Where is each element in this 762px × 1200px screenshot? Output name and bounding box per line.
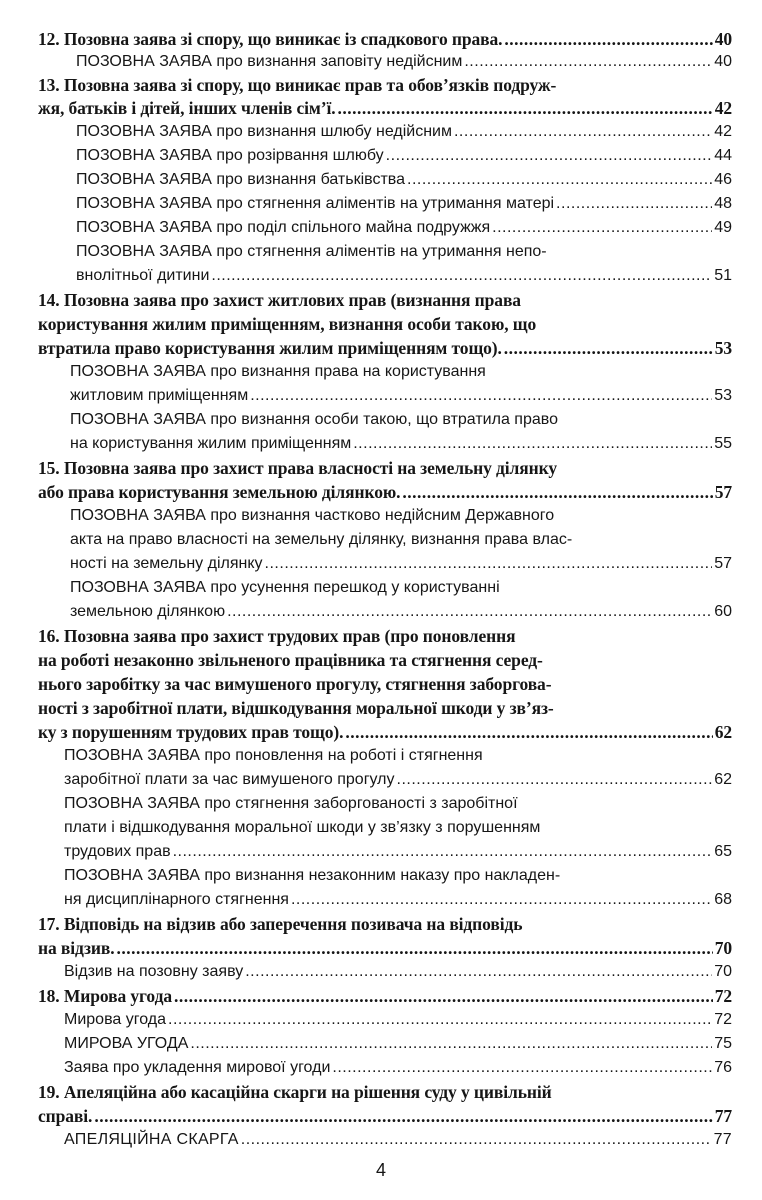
toc-entry-line: ПОЗОВНА ЗАЯВА про стягнення заборгованості з заробітної bbox=[64, 795, 518, 812]
toc-entry bbox=[76, 145, 732, 167]
toc-entry-line: ПОЗОВНА ЗАЯВА про стягнення аліментів на утримання непо- bbox=[76, 243, 547, 260]
toc-entry-title: ПОЗОВНА ЗАЯВА про стягнення аліментів на утримання матері bbox=[76, 195, 555, 212]
toc-section-16-line: 16. Позовна заява про захист трудових прав (про поновлення bbox=[38, 626, 516, 646]
toc-page-number: 77 bbox=[713, 1131, 732, 1148]
toc-page-number: 46 bbox=[714, 171, 732, 188]
toc-page-number: 57 bbox=[714, 482, 732, 502]
toc-entry-title: заробітної плати за час вимушеного прогулу bbox=[64, 771, 395, 788]
toc-page-number: 44 bbox=[714, 147, 732, 164]
toc-page-number: 53 bbox=[714, 338, 732, 358]
toc-entry-line: ПОЗОВНА ЗАЯВА про визнання особи такою, що втратила право bbox=[70, 411, 558, 428]
toc-section-title: справі. bbox=[38, 1106, 93, 1126]
toc-page-number: 51 bbox=[714, 267, 732, 284]
toc-entry-title: Заява про укладення мирової угоди bbox=[64, 1059, 331, 1076]
toc-entry-title: ності на земельну ділянку bbox=[70, 555, 263, 572]
toc-section-title: 18. Мирова угода bbox=[38, 986, 172, 1006]
toc-entry bbox=[64, 1057, 732, 1079]
toc-page-number: 55 bbox=[714, 435, 732, 452]
toc-section-14-line: користування жилим приміщенням, визнання особи такою, що bbox=[38, 314, 537, 334]
toc-entry-title: АПЕЛЯЦІЙНА СКАРГА bbox=[64, 1131, 239, 1148]
toc-section-13-line: 13. Позовна заява зі спору, що виникає прав та обов’язків подруж- bbox=[38, 75, 557, 95]
toc-entry-line: ПОЗОВНА ЗАЯВА про визнання частково недійсним Державного bbox=[70, 507, 555, 524]
toc-entry bbox=[76, 265, 732, 287]
toc-section-title: або права користування земельною ділянкою. bbox=[38, 482, 401, 502]
toc-page-number: 48 bbox=[714, 195, 732, 212]
toc-entry-line: ПОЗОВНА ЗАЯВА про визнання права на користування bbox=[70, 363, 486, 380]
toc-entry-title: земельною ділянкою bbox=[70, 603, 226, 620]
toc-page-number: 57 bbox=[714, 555, 732, 572]
toc-page-number: 40 bbox=[714, 53, 732, 70]
toc-page-number: 42 bbox=[714, 123, 732, 140]
toc-page-number: 75 bbox=[714, 1035, 732, 1052]
toc-page-number: 70 bbox=[714, 938, 732, 958]
toc-page-number: 77 bbox=[714, 1106, 732, 1126]
toc-entry bbox=[64, 769, 732, 791]
toc-page-number: 53 bbox=[714, 387, 732, 404]
toc-section-16-line: ності з заробітної плати, відшкодування моральної шкоди у зв’яз- bbox=[38, 698, 554, 718]
toc-entry-title: внолітньої дитини bbox=[76, 267, 210, 284]
toc-section-16-line: нього заробітку за час вимушеного прогулу, стягнення заборгова- bbox=[38, 674, 552, 694]
toc-section-19-line: 19. Апеляційна або касаційна скарги на рішення суду у цивільній bbox=[38, 1082, 552, 1102]
toc-entry-line: ПОЗОВНА ЗАЯВА про усунення перешкод у користуванні bbox=[70, 579, 500, 596]
toc-entry bbox=[70, 433, 732, 455]
toc-section-16-line: на роботі незаконно звільненого працівника та стягнення серед- bbox=[38, 650, 543, 670]
toc-section-13 bbox=[38, 97, 732, 119]
toc-page-number: 62 bbox=[714, 722, 732, 742]
toc-page-number: 60 bbox=[714, 603, 732, 620]
toc-section-15-line: 15. Позовна заява про захист права власності на земельну ділянку bbox=[38, 458, 558, 478]
toc-entry-title: ня дисциплінарного стягнення bbox=[64, 891, 289, 908]
toc-entry-title: ПОЗОВНА ЗАЯВА про визнання батьківства bbox=[76, 171, 405, 188]
toc-page-number: 62 bbox=[714, 771, 732, 788]
toc-entry bbox=[64, 1033, 732, 1055]
toc-section-12 bbox=[38, 28, 732, 50]
toc-entry bbox=[76, 121, 732, 143]
toc-entry bbox=[76, 217, 732, 239]
toc-section-title: втратила право користування жилим приміщенням тощо). bbox=[38, 338, 502, 358]
toc-entry bbox=[64, 1009, 732, 1031]
toc-section-title: 12. Позовна заява зі спору, що виникає із спадкового права. bbox=[38, 29, 503, 49]
toc-page-number: 42 bbox=[714, 98, 732, 118]
toc-section-title: жя, батьків і дітей, інших членів сім’ї. bbox=[38, 98, 336, 118]
toc-page-number: 72 bbox=[714, 1011, 732, 1028]
toc-entry-title: на користування жилим приміщенням bbox=[70, 435, 352, 452]
toc-page-number: 76 bbox=[714, 1059, 732, 1076]
toc-section-title: ку з порушенням трудових прав тощо). bbox=[38, 722, 344, 742]
toc-entry-title: трудових прав bbox=[64, 843, 171, 860]
toc-page-number: 70 bbox=[714, 963, 732, 980]
toc-section-17-line: 17. Відповідь на відзив або заперечення позивача на відповідь bbox=[38, 914, 523, 934]
toc-entry-title: ПОЗОВНА ЗАЯВА про поділ спільного майна подружжя bbox=[76, 219, 491, 236]
toc-entry bbox=[64, 889, 732, 911]
toc-entry bbox=[64, 961, 732, 983]
toc-section-14 bbox=[38, 337, 732, 359]
toc-entry bbox=[76, 51, 732, 73]
toc-page-number: 65 bbox=[714, 843, 732, 860]
toc-section-17 bbox=[38, 937, 732, 959]
toc-entry-title: Відзив на позовну заяву bbox=[64, 963, 244, 980]
toc-entry-title: МИРОВА УГОДА bbox=[64, 1035, 189, 1052]
toc-entry-title: ПОЗОВНА ЗАЯВА про визнання шлюбу недійсним bbox=[76, 123, 452, 140]
toc-entry-line: плати і відшкодування моральної шкоди у зв’язку з порушенням bbox=[64, 819, 541, 836]
page-number: 4 bbox=[375, 1160, 386, 1180]
toc-entry bbox=[64, 1129, 732, 1151]
toc-page-number: 40 bbox=[714, 29, 732, 49]
toc-section-14-line: 14. Позовна заява про захист житлових прав (визнання права bbox=[38, 290, 521, 310]
toc-entry-line: ПОЗОВНА ЗАЯВА про поновлення на роботі і стягнення bbox=[64, 747, 483, 764]
toc-page-number: 68 bbox=[714, 891, 732, 908]
toc-entry-title: Мирова угода bbox=[64, 1011, 166, 1028]
toc-entry-line: акта на право власності на земельну ділянку, визнання права влас- bbox=[70, 531, 573, 548]
toc-entry bbox=[70, 553, 732, 575]
toc-entry bbox=[76, 169, 732, 191]
toc-section-16 bbox=[38, 721, 732, 743]
toc-entry-title: ПОЗОВНА ЗАЯВА про визнання заповіту недійсним bbox=[76, 53, 463, 70]
toc-section-15 bbox=[38, 481, 732, 503]
toc-entry bbox=[70, 601, 732, 623]
toc-entry bbox=[76, 193, 732, 215]
toc-section-19 bbox=[38, 1105, 732, 1127]
toc-entry-line: ПОЗОВНА ЗАЯВА про визнання незаконним наказу про накладен- bbox=[64, 867, 561, 884]
toc-entry bbox=[64, 841, 732, 863]
toc-entry-title: житловим приміщенням bbox=[70, 387, 249, 404]
toc-entry bbox=[70, 385, 732, 407]
toc-entry-title: ПОЗОВНА ЗАЯВА про розірвання шлюбу bbox=[76, 147, 384, 164]
toc-section-title: на відзив. bbox=[38, 938, 115, 958]
toc-section-18 bbox=[38, 985, 732, 1007]
toc-page-number: 72 bbox=[714, 986, 732, 1006]
toc-page-number: 49 bbox=[714, 219, 732, 236]
